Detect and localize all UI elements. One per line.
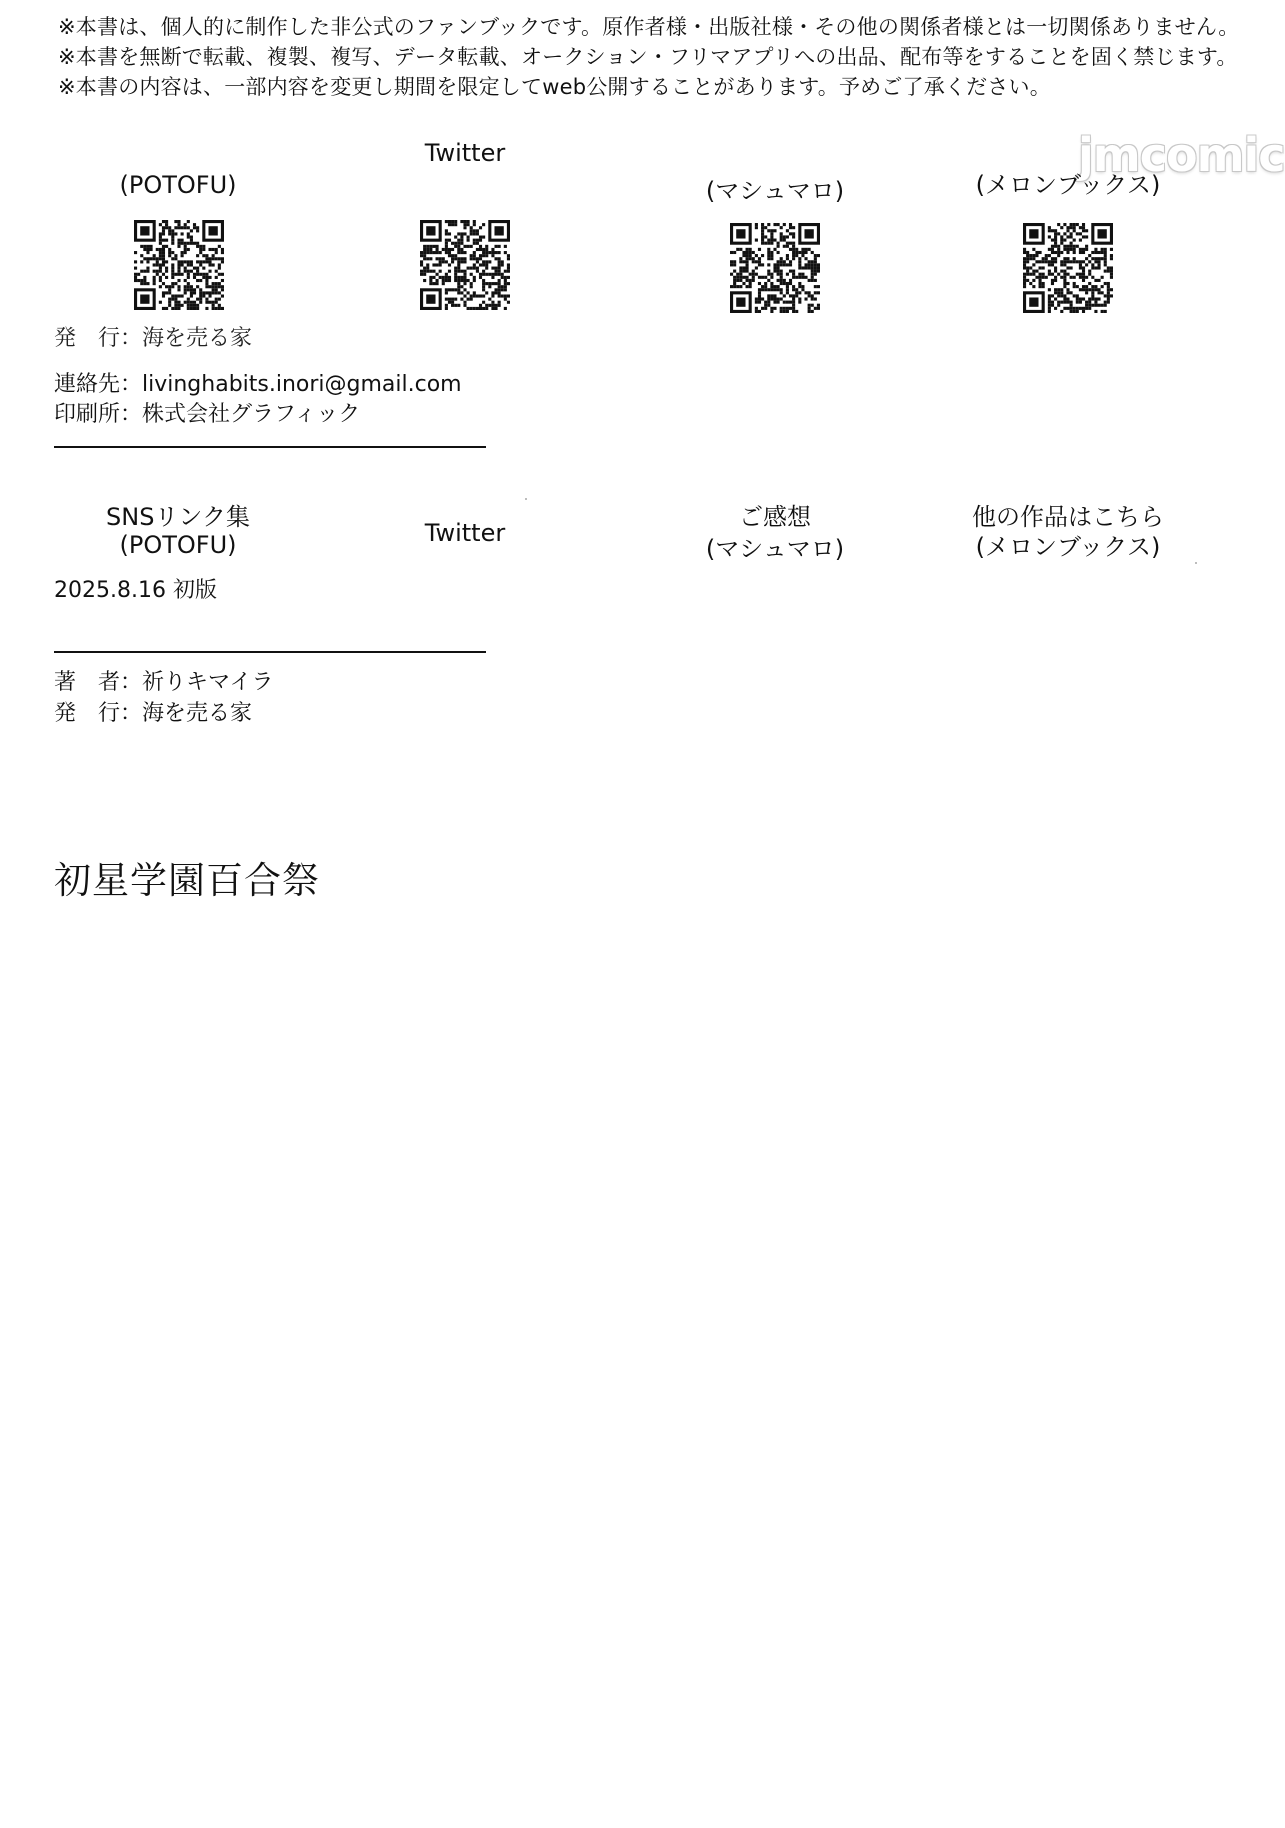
speck: [525, 498, 527, 500]
sns-sub-marshmallow-clipped: (マシュマロ): [705, 535, 845, 563]
sns-title-twitter-clipped: Twitter: [424, 139, 506, 167]
qr-code-twitter[interactable]: [420, 220, 510, 310]
sns-sub-marshmallow: (マシュマロ): [705, 177, 845, 205]
sns-sub-potofu: (POTOFU): [119, 171, 237, 199]
edition-date: 2025.8.16 初版: [54, 578, 217, 603]
author-line: 著 者：祈りキマイラ: [54, 670, 274, 695]
notice-no-reproduction: ※本書を無断で転載、複製、複写、データ転載、オークション・フリマアプリへの出品、配布等をすることを固く禁じます。: [58, 45, 1238, 69]
sns-title-other-works: 他の作品はこちら: [972, 503, 1164, 531]
qr-code-melonbooks[interactable]: [1023, 223, 1113, 313]
contact-line: 連絡先：livinghabits.inori@gmail.com: [54, 372, 462, 397]
sns-sub-potofu-clipped: (POTOFU): [119, 531, 237, 559]
sns-sub-melonbooks-clipped: (メロンブックス): [975, 533, 1161, 561]
divider-rule-upper: [54, 446, 486, 448]
qr-code-potofu[interactable]: [134, 220, 224, 310]
sns-title-twitter: Twitter: [424, 519, 506, 547]
clipped-text-fragment: 発 行：海を売る家: [54, 326, 253, 351]
sns-qr-strip: [0, 139, 1280, 330]
publisher-line: 発 行：海を売る家: [54, 701, 253, 726]
printer-line: 印刷所：株式会社グラフィック: [54, 402, 361, 427]
speck: [1195, 562, 1197, 564]
sns-sub-melonbooks: (メロンブックス): [975, 171, 1161, 199]
sns-title-potofu: SNSリンク集: [106, 503, 250, 531]
notice-unofficial: ※本書は、個人的に制作した非公式のファンブックです。原作者様・出版社様・その他の関係者様とは一切関係ありません。: [58, 15, 1240, 39]
watermark-logo: jmcomic: [1078, 128, 1285, 182]
divider-rule-lower: [54, 651, 486, 653]
sns-title-strip: [0, 500, 1280, 563]
book-title: 初星学園百合祭: [54, 859, 320, 902]
notice-web-publication: ※本書の内容は、一部内容を変更し期間を限定してweb公開することがあります。予めご了承ください。: [58, 75, 1051, 99]
qr-code-marshmallow[interactable]: [730, 223, 820, 313]
sns-title-feedback: ご感想: [739, 503, 811, 531]
